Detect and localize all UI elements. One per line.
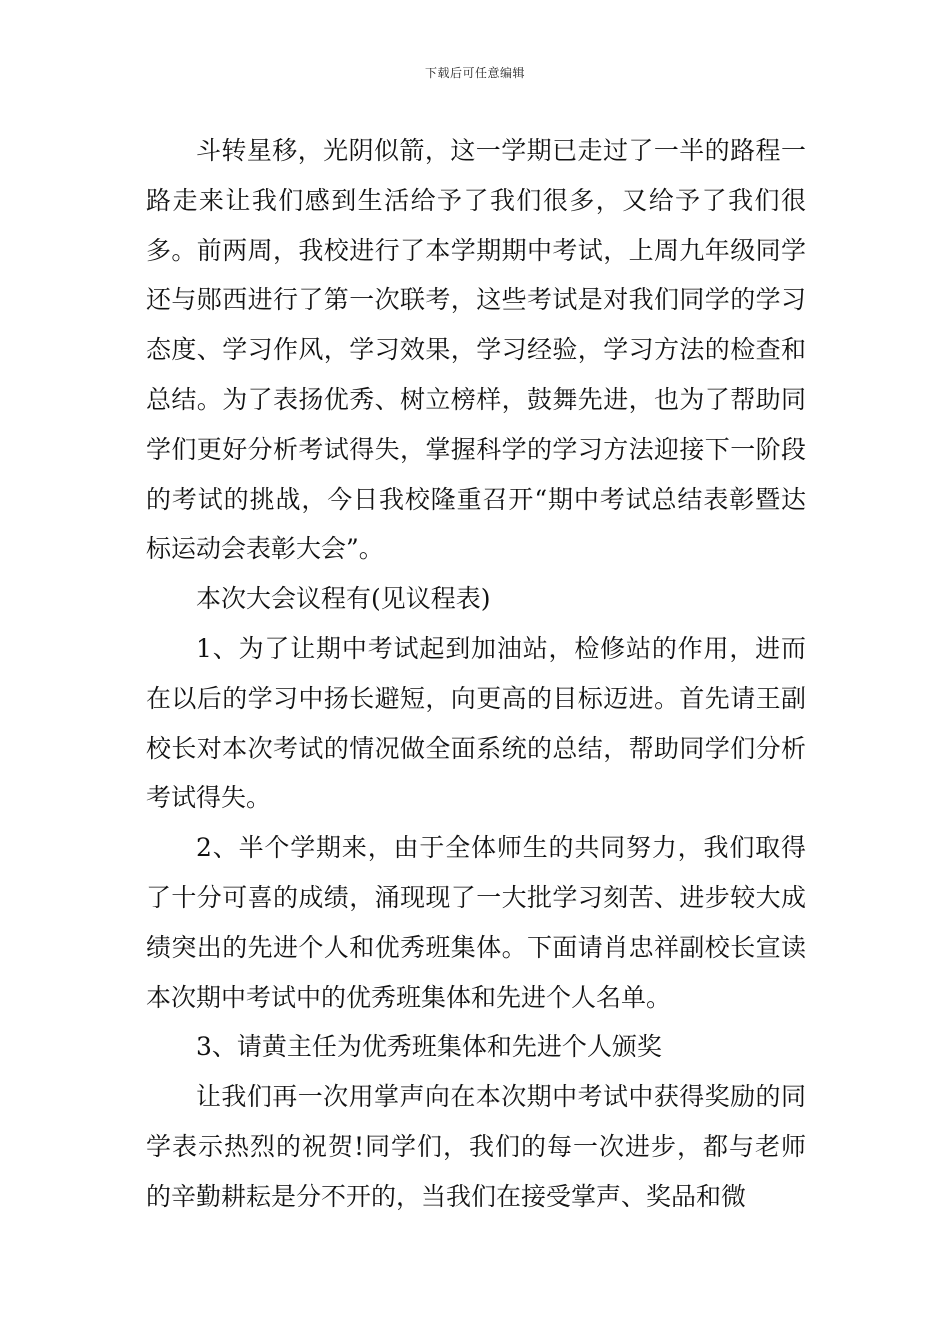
paragraph-intro: 斗转星移，光阴似箭，这一学期已走过了一半的路程一路走来让我们感到生活给予了我们很多，又给予了我们很多。前两周，我校进行了本学期期中考试，上周九年级同学还与郧西进行了第一次联考，这些考试是对我们同学的学习态度、学习作风，学习效果，学习经验，学习方法的检查和总结。为了表扬优秀、树立榜样，鼓舞先进，也为了帮助同学们更好分析考试得失，掌握科学的学习方法迎接下一阶段的考试的挑战，今日我校隆重召开“期中考试总结表彰暨达标运动会表彰大会”。 (146, 136, 806, 564)
paragraph-item-2: 2、半个学期来，由于全体师生的共同努力，我们取得了十分可喜的成绩，涌现现了一大批学习刻苦、进步较大成绩突出的先进个人和优秀班集体。下面请肖忠祥副校长宣读本次期中考试中的优秀班集体和先进个人名单。 (146, 833, 806, 1012)
paragraph-closing: 让我们再一次用掌声向在本次期中考试中获得奖励的同学表示热烈的祝贺!同学们，我们的每一次进步，都与老师的辛勤耕耘是分不开的，当我们在接受掌声、奖品和微 (146, 1082, 806, 1211)
paragraph-item-1: 1、为了让期中考试起到加油站，检修站的作用，进而在以后的学习中扬长避短，向更高的目标迈进。首先请王副校长对本次考试的情况做全面系统的总结，帮助同学们分析考试得失。 (146, 633, 806, 813)
document-body (146, 126, 806, 1222)
paragraph-agenda: 本次大会议程有(见议程表) (196, 584, 491, 614)
page-header-note: 下载后可任意编辑 (424, 66, 525, 80)
paragraph-item-3: 3、请黄主任为优秀班集体和先进个人颁奖 (196, 1032, 662, 1062)
